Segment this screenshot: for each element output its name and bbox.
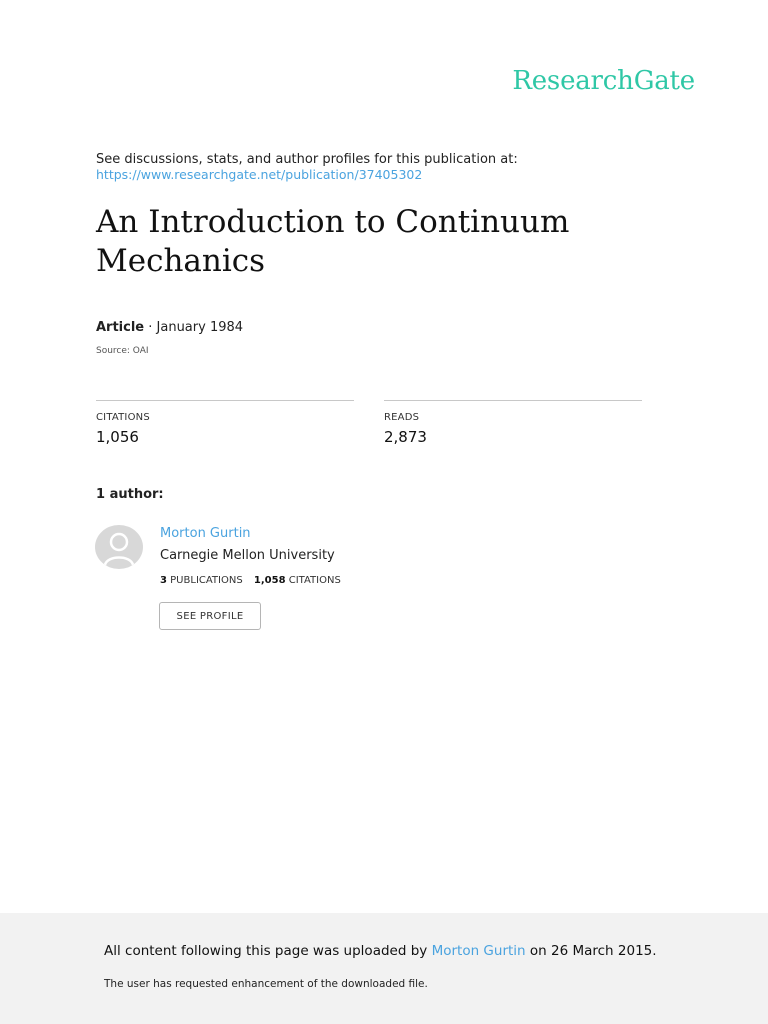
author-institution: Carnegie Mellon University <box>160 548 335 563</box>
upload-suffix: on 26 March 2015. <box>525 943 657 959</box>
reads-value: 2,873 <box>384 428 427 446</box>
uploader-link[interactable]: Morton Gurtin <box>431 943 526 959</box>
researchgate-logo[interactable]: ResearchGate <box>512 66 695 96</box>
user-silhouette-icon <box>95 525 143 569</box>
reads-label: READS <box>384 412 420 423</box>
publication-link[interactable]: https://www.researchgate.net/publication/37405302 <box>96 167 423 182</box>
author-publications-count: 3 <box>160 575 167 586</box>
publication-date: January 1984 <box>156 320 244 335</box>
citations-stat <box>96 400 354 446</box>
upload-prefix: All content following this page was uploaded by <box>104 943 432 959</box>
intro-text: See discussions, stats, and author profiles for this publication at: <box>96 152 518 167</box>
enhancement-note: The user has requested enhancement of the downloaded file. <box>104 978 428 990</box>
reads-stat <box>384 400 642 446</box>
avatar[interactable] <box>95 525 143 569</box>
publication-type: Article <box>96 320 145 335</box>
author-publications-label: PUBLICATIONS <box>170 575 243 586</box>
upload-info <box>104 943 657 959</box>
publication-title: An Introduction to Continuum Mechanics <box>96 204 570 279</box>
upload-footer <box>0 913 768 1024</box>
intro-block <box>96 152 518 182</box>
authors-heading: 1 author: <box>96 487 164 502</box>
author-citations-label: CITATIONS <box>288 575 341 586</box>
see-profile-button[interactable]: SEE PROFILE <box>159 602 261 630</box>
author-stats <box>160 575 341 586</box>
publication-source: Source: OAI <box>96 346 149 356</box>
publication-meta <box>96 320 243 335</box>
citations-label: CITATIONS <box>96 412 150 423</box>
meta-separator: · <box>144 320 157 335</box>
citations-value: 1,056 <box>96 428 139 446</box>
author-name-link[interactable]: Morton Gurtin <box>160 526 251 541</box>
author-citations-count: 1,058 <box>253 575 286 586</box>
